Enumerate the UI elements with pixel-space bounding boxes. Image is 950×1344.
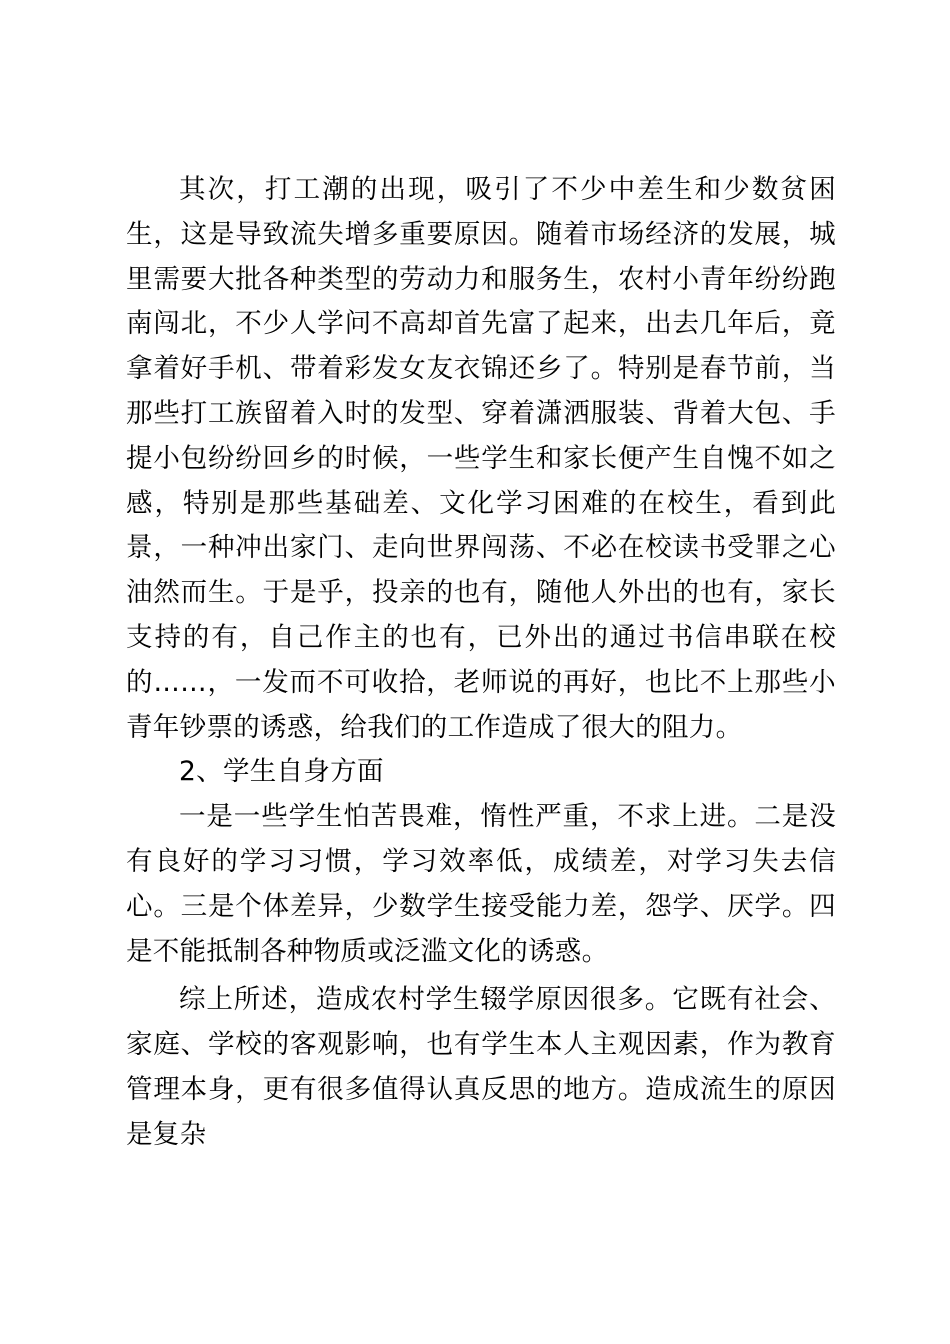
paragraph-student-factors: 一是一些学生怕苦畏难，惰性严重，不求上进。二是没有良好的学习习惯，学习效率低，成绩差，对学习失去信心。三是个体差异，少数学生接受能力差，怨学、厌学。四是不能抵制各种物质或泛滥文化的诱惑。	[126, 801, 836, 967]
paragraph-migrant-work: 其次，打工潮的出现，吸引了不少中差生和少数贫困生，这是导致流失增多重要原因。随着市场经济的发展，城里需要大批各种类型的劳动力和服务生，农村小青年纷纷跑南闯北，不少人学问不高却首先富了起来，出去几年后，竟拿着好手机、带着彩发女友衣锦还乡了。特别是春节前，当那些打工族留着入时的发型、穿着潇洒服装、背着大包、手提小包纷纷回乡的时候，一些学生和家长便产生自愧不如之感，特别是那些基础差、文化学习困难的在校生，看到此景，一种冲出家门、走向世界闯荡、不必在校读书受罪之心油然而生。于是乎，投亲的也有，随他人外出的也有，家长支持的有，自己作主的也有，已外出的通过书信串联在校的……，一发而不可收拾，老师说的再好，也比不上那些小青年钞票的诱惑，给我们的工作造成了很大的阻力。	[126, 174, 836, 743]
section-heading-student-factors: 2、学生自身方面	[179, 756, 384, 788]
document-body	[126, 168, 836, 1158]
paragraph-summary: 综上所述，造成农村学生辍学原因很多。它既有社会、家庭、学校的客观影响，也有学生本人主观因素，作为教育管理本身，更有很多值得认真反思的地方。造成流生的原因是复杂	[126, 984, 836, 1150]
